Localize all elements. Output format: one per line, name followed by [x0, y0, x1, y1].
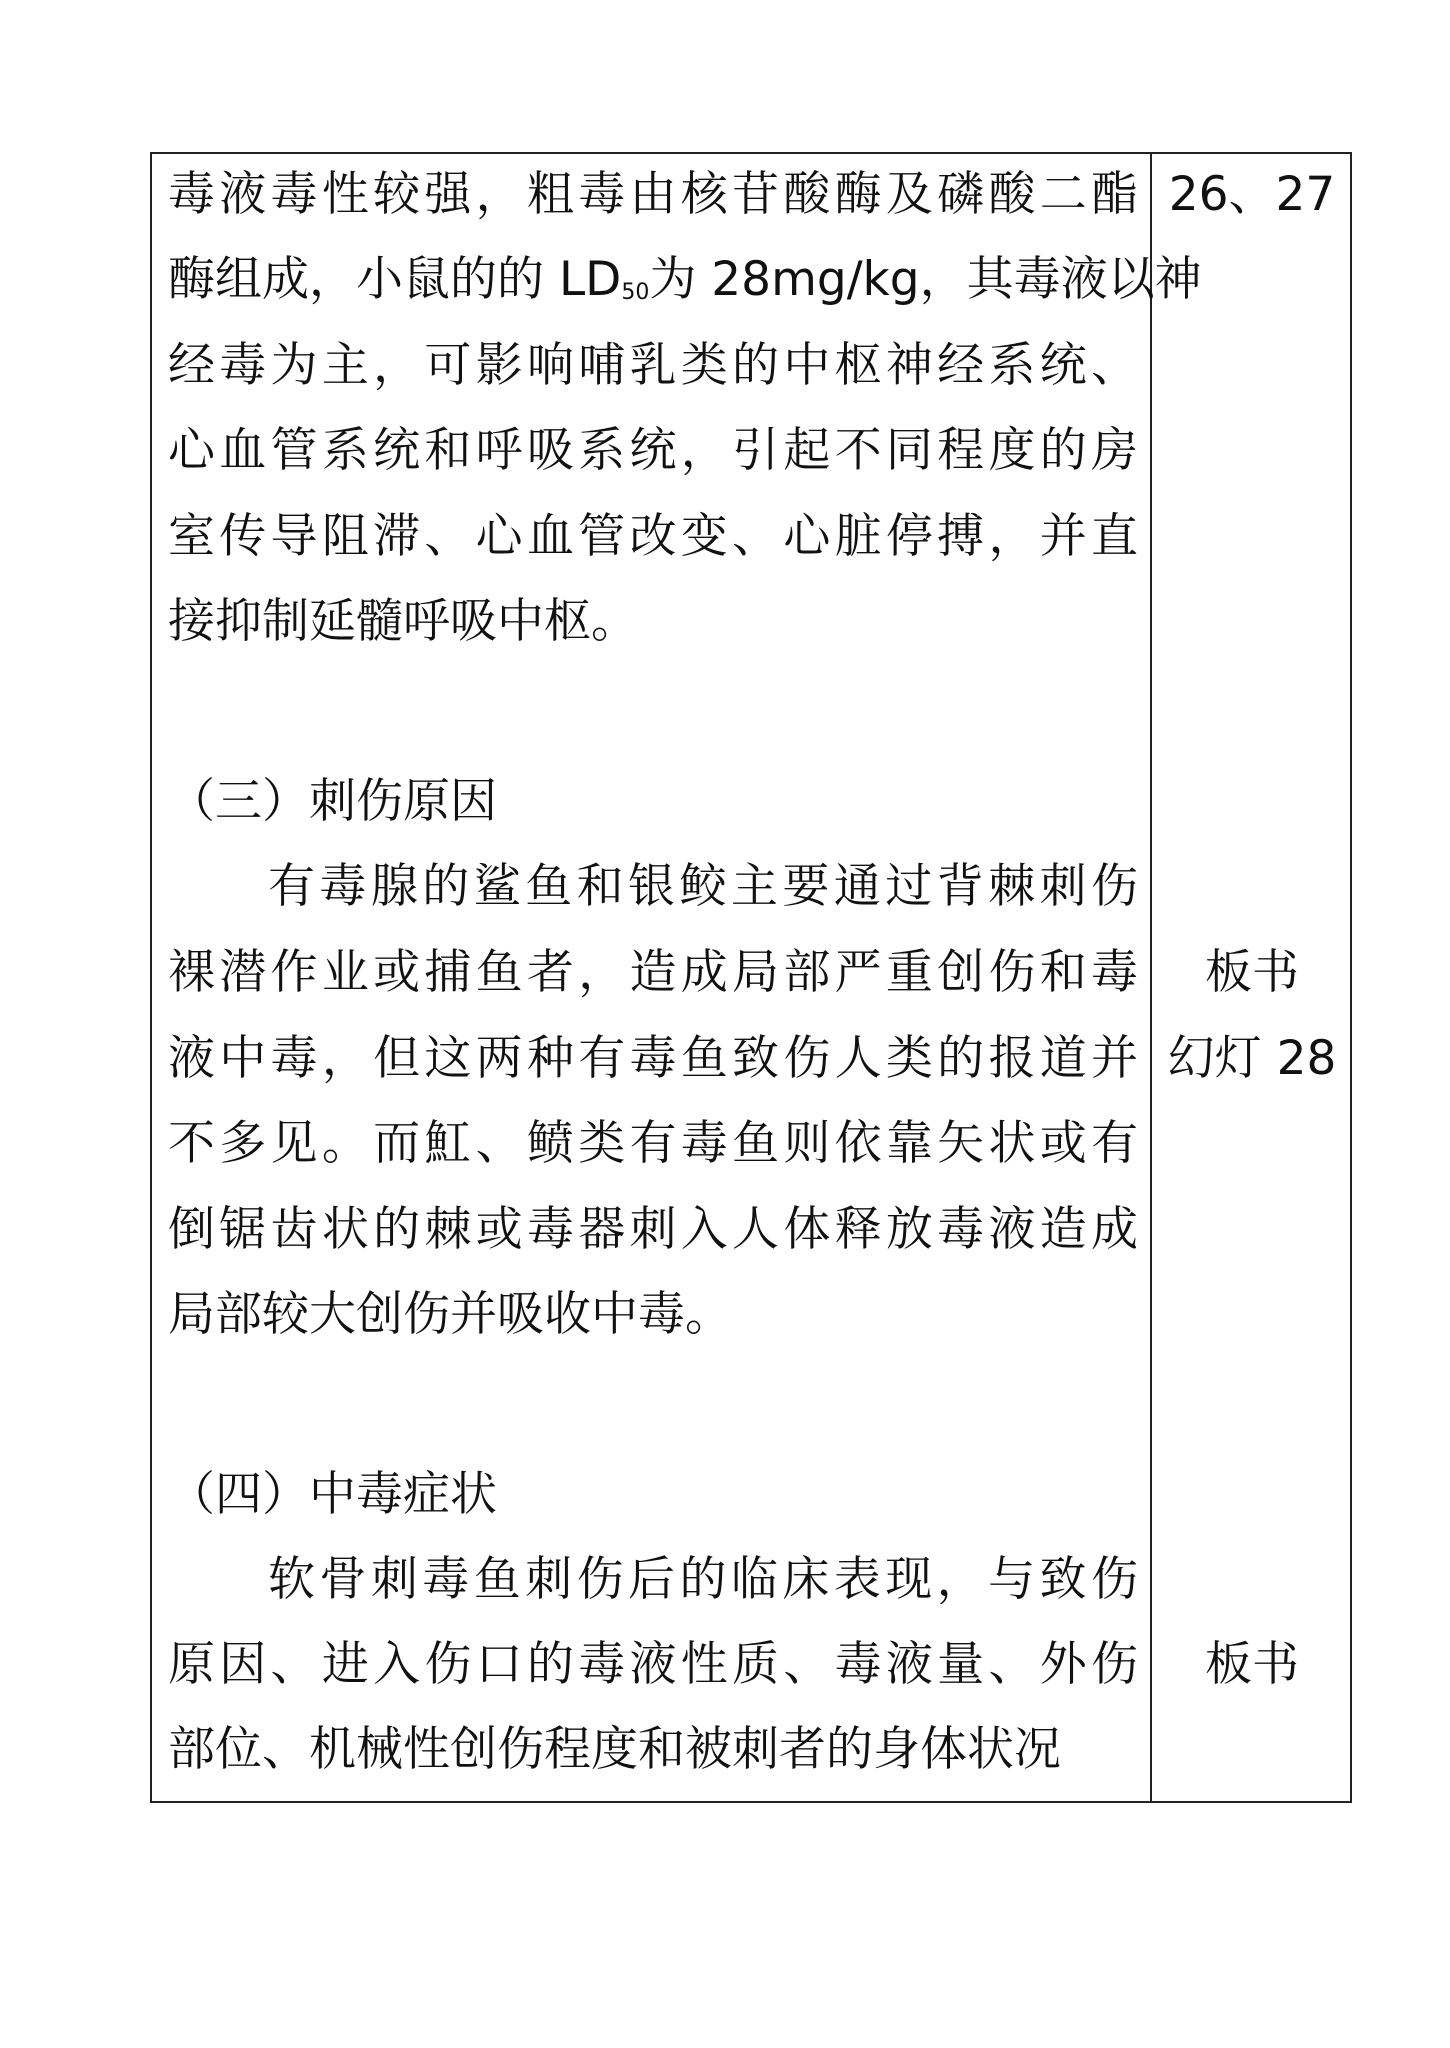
text-line: 不多见。而魟、鲼类有毒鱼则依靠矢状或有	[168, 1116, 1138, 1171]
text-line: 局部较大创伤并吸收中毒。	[168, 1287, 732, 1342]
text-line: 酶组成，小鼠的的 $LD_{50}$为 28mg/kg，其毒液以神	[168, 252, 1202, 307]
text-line: 室传导阻滞、心血管改变、心脏停搏，并直	[168, 509, 1138, 564]
side-note: 板书	[1205, 1637, 1299, 1692]
text-line: 部位、机械性创伤程度和被刺者的身体状况	[168, 1722, 1061, 1777]
section-heading: （四）中毒症状	[168, 1467, 497, 1522]
text-line: 经毒为主，可影响哺乳类的中枢神经系统、	[168, 338, 1138, 393]
side-note: 26、27	[1168, 167, 1336, 222]
side-note: 幻灯 28	[1167, 1031, 1337, 1086]
text-line: 液中毒，但这两种有毒鱼致伤人类的报道并	[168, 1031, 1138, 1086]
text-line: 软骨刺毒鱼刺伤后的临床表现，与致伤	[268, 1552, 1138, 1607]
text-line: 原因、进入伤口的毒液性质、毒液量、外伤	[168, 1637, 1138, 1692]
text-line: 有毒腺的鲨鱼和银鲛主要通过背棘刺伤	[268, 859, 1138, 914]
text-line: 毒液毒性较强，粗毒由核苷酸酶及磷酸二酯	[168, 167, 1138, 222]
text-line: 接抑制延髓呼吸中枢。	[168, 594, 638, 649]
text-line: 心血管系统和呼吸系统，引起不同程度的房	[168, 423, 1138, 478]
text-line: 裸潜作业或捕鱼者，造成局部严重创伤和毒	[168, 945, 1138, 1000]
side-note: 板书	[1205, 945, 1299, 1000]
text-line: 倒锯齿状的棘或毒器刺入人体释放毒液造成	[168, 1202, 1138, 1257]
section-heading: （三）刺伤原因	[168, 774, 497, 829]
